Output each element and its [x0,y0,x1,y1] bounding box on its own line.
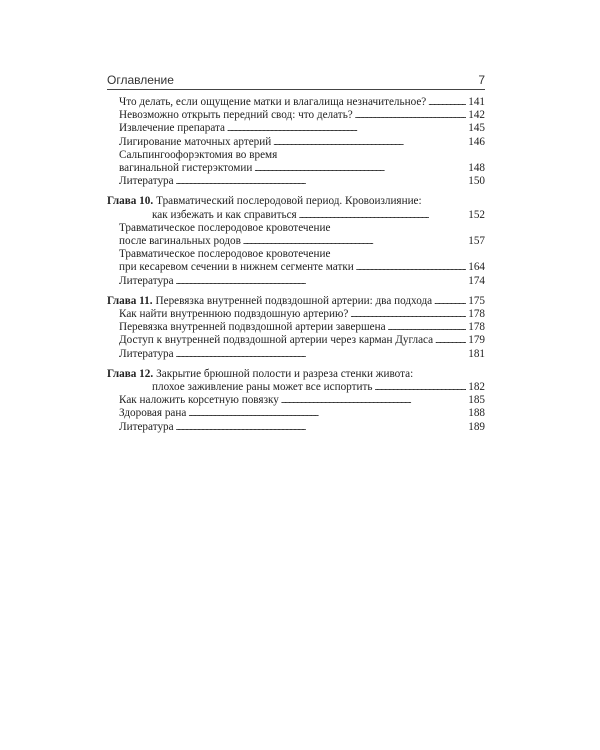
dot-leader [273,136,466,149]
dot-leader [299,209,467,222]
dot-leader [176,275,467,288]
toc-chapter-10 [107,195,485,287]
toc-entry [107,394,485,407]
toc-entry [107,334,485,347]
toc-entry [107,308,485,321]
toc-entry-page: 141 [468,96,485,108]
toc-entry [107,122,485,135]
toc-entry-page: 146 [468,135,485,148]
chapter-heading [107,368,485,381]
toc-entry [107,235,485,248]
toc-entry-page: 142 [468,109,485,122]
toc-entry-page: 148 [468,162,485,175]
dot-leader [254,162,466,175]
toc-entry-title: Как наложить корсетную повязку [119,394,279,407]
toc-entry-page: 174 [468,274,485,287]
running-header [107,73,485,89]
toc-entry [107,136,485,149]
toc-entry [107,275,485,288]
toc-entry [107,321,485,334]
chapter-heading-end [107,209,485,222]
dot-leader [388,321,467,334]
toc-section-continued [107,96,485,188]
chapter-title: Травматический послеродовой период. Кровоизлияние: [156,195,422,208]
toc-entry-title: Невозможно открыть передний свод: что делать? [119,109,353,122]
toc-entry-title: Извлечение препарата [119,122,225,135]
toc-entry-title: Что делать, если ощущение матки и влагалища незначительное? [119,96,427,108]
dot-leader [281,394,466,407]
dot-leader [188,407,466,420]
toc-entry [107,261,485,274]
dot-leader [176,421,467,434]
chapter-heading [107,195,485,208]
toc-entry [107,421,485,434]
dot-leader [356,261,466,274]
toc-entry-title: при кесаревом сечении в нижнем сегменте матки [119,261,354,274]
dot-leader [176,175,467,188]
toc-entry [107,407,485,420]
toc-entry [107,109,485,122]
toc-entry-page: 164 [468,261,485,274]
toc-entry-title-line: Травматическое послеродовое кровотечение [119,248,331,261]
toc-chapter-12 [107,368,485,434]
dot-leader [428,96,466,109]
dot-leader [176,348,467,361]
chapter-label: Глава 12. [107,367,154,380]
toc-entry-page: 157 [468,235,485,248]
toc-entry-page: 178 [468,321,485,334]
toc-entry [107,162,485,175]
toc-entry-title-line: Травматическое послеродовое кровотечение [119,221,331,234]
toc-entry-title-line: Сальпингоофорэктомия во время [119,148,278,161]
dot-leader [435,334,466,347]
chapter-label: Глава 10. [107,195,154,208]
toc-entry [107,96,485,109]
page-number: 7 [478,73,485,87]
dot-leader [243,235,466,248]
chapter-label: Глава 11. [107,294,153,307]
toc-entry-page: 188 [468,407,485,420]
toc-entry-page: 189 [468,420,485,433]
toc-entry-title: Здоровая рана [119,407,187,420]
toc-entry-page: 185 [468,394,485,407]
dot-leader [434,295,466,308]
chapter-page: 152 [468,208,485,221]
toc-entry-title: Лигирование маточных артерий [119,135,272,148]
toc-entry-page: 181 [468,347,485,360]
toc-entry-page: 150 [468,175,485,188]
toc-entry-page: 178 [468,308,485,321]
toc-entry-title: Литература [119,347,174,360]
toc-entry-title: вагинальной гистерэктомии [119,162,253,175]
chapter-title: как избежать и как справиться [152,208,297,221]
toc-chapter-11 [107,295,485,361]
chapter-page: 175 [468,294,485,307]
toc-entry-page: 145 [468,122,485,135]
dot-leader [355,109,466,122]
toc-entry-title: Литература [119,175,174,188]
toc-entry [107,175,485,188]
toc-entry-title: Литература [119,420,174,433]
dot-leader [374,381,466,394]
header-rule [107,89,485,90]
dot-leader [350,308,466,321]
toc-entry-title: Как найти внутреннюю подвздошную артерию? [119,308,349,321]
chapter-heading-end [107,381,485,394]
chapter-heading [107,295,485,308]
toc-entry-title: Перевязка внутренней подвздошной артерии завершена [119,321,386,334]
toc-entry-title: Доступ к внутренней подвздошной артерии через карман Дугласа [119,334,434,347]
chapter-title: Перевязка внутренней подвздошной артерии: два подхода [155,294,433,307]
table-of-contents [107,96,485,434]
toc-entry-title: после вагинальных родов [119,235,241,248]
toc-entry-title: Литература [119,274,174,287]
dot-leader [227,122,466,135]
chapter-page: 182 [468,381,485,394]
toc-entry [107,348,485,361]
toc-entry-page: 179 [468,334,485,347]
chapter-title: Закрытие брюшной полости и разреза стенки живота: [156,367,414,380]
running-header-title: Оглавление [107,73,174,87]
chapter-title: плохое заживление раны может все испортить [152,381,373,394]
